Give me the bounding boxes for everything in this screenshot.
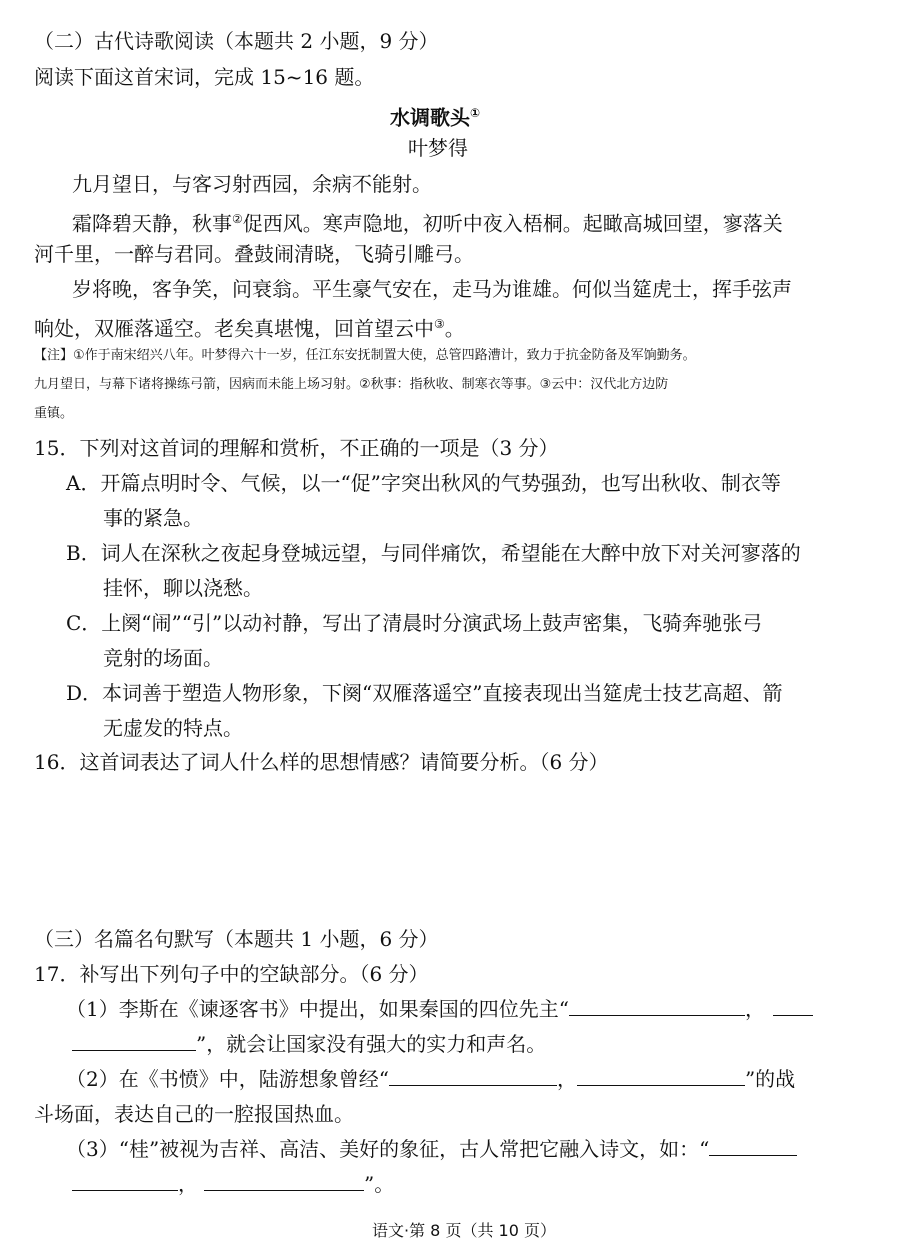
poem-line: 河千里，一醉与君同。叠鼓闹清晓，飞骑引雕弓。 — [34, 242, 474, 266]
option-b-cont: 挂怀，聊以浇愁。 — [103, 576, 263, 600]
poem-note: 重镇。 — [34, 406, 74, 421]
poem-line: 霜降碧天静，秋事②促西风。寒声隐地，初听中夜入梧桐。起瞰高城回望，寥落关 — [72, 211, 783, 236]
option-d-cont: 无虚发的特点。 — [103, 716, 243, 740]
poem-title: 水调歌头① — [390, 105, 481, 130]
footnote-marker: ② — [232, 212, 243, 226]
fill-item-2: （2）在《书愤》中，陆游想象曾经“ ， ”的战 — [66, 1067, 796, 1091]
answer-blank[interactable] — [204, 1172, 364, 1191]
poem-preface: 九月望日，与客习射西园，余病不能射。 — [72, 172, 432, 196]
fill-item-3: （3）“桂”被视为吉祥、高洁、美好的象征，古人常把它融入诗文，如：“ — [66, 1135, 797, 1163]
answer-blank[interactable] — [72, 1032, 196, 1051]
question-17-stem: 17．补写出下列句子中的空缺部分。（6 分） — [34, 962, 429, 986]
option-c-cont: 竞射的场面。 — [103, 646, 223, 670]
poem-line: 响处，双雁落遥空。老矣真堪愧，回首望云中③。 — [34, 316, 465, 341]
fill-item-2-cont: 斗场面，表达自己的一腔报国热血。 — [34, 1102, 354, 1126]
poem-author: 叶梦得 — [408, 136, 468, 160]
option-d: D．本词善于塑造人物形象，下阕“双雁落遥空”直接表现出当筵虎士技艺高超、箭 — [66, 681, 783, 705]
question-16-stem: 16．这首词表达了词人什么样的思想情感？请简要分析。（6 分） — [34, 750, 609, 774]
fill-item-3-cont: ， ”。 — [72, 1170, 394, 1198]
question-15-stem: 15．下列对这首词的理解和赏析，不正确的一项是（3 分） — [34, 436, 559, 460]
fill-item-1: （1）李斯在《谏逐客书》中提出，如果秦国的四位先主“ ， — [66, 995, 813, 1023]
answer-blank[interactable] — [577, 1067, 745, 1086]
poem-note: 【注】①作于南宋绍兴八年。叶梦得六十一岁，任江东安抚制置大使，总管四路漕计，致力于抗金防备及军饷勤务。 — [34, 348, 696, 363]
poem-note: 九月望日，与幕下诸将操练弓箭，因病而未能上场习射。②秋事：指秋收、制寒衣等事。③云中：汉代北方边防 — [34, 377, 669, 392]
fill-item-1-cont: ”，就会让国家没有强大的实力和声名。 — [72, 1030, 546, 1058]
option-a: A．开篇点明时令、气候，以一“促”字突出秋风的气势强劲，也写出秋收、制衣等 — [66, 471, 781, 495]
footnote-marker: ① — [470, 106, 481, 120]
section2-intro: 阅读下面这首宋词，完成 15~16 题。 — [34, 65, 375, 89]
section3-heading: （三）名篇名句默写（本题共 1 小题，6 分） — [34, 927, 439, 951]
answer-blank[interactable] — [569, 997, 745, 1016]
option-b: B．词人在深秋之夜起身登城远望，与同伴痛饮，希望能在大醉中放下对关河寥落的 — [66, 541, 801, 565]
poem-line: 岁将晚，客争笑，问衰翁。平生豪气安在，走马为谁雄。何似当筵虎士，挥手弦声 — [72, 277, 792, 301]
option-a-cont: 事的紧急。 — [103, 506, 203, 530]
answer-blank[interactable] — [709, 1137, 797, 1156]
footnote-marker: ③ — [434, 317, 445, 331]
option-c: C．上阕“闹”“引”以动衬静，写出了清晨时分演武场上鼓声密集，飞骑奔驰张弓 — [66, 611, 763, 635]
answer-blank[interactable] — [389, 1067, 557, 1086]
answer-blank[interactable] — [72, 1172, 178, 1191]
page-footer: 语文·第 8 页（共 10 页） — [372, 1221, 556, 1240]
answer-blank[interactable] — [773, 997, 813, 1016]
section2-heading: （二）古代诗歌阅读（本题共 2 小题，9 分） — [34, 29, 439, 53]
